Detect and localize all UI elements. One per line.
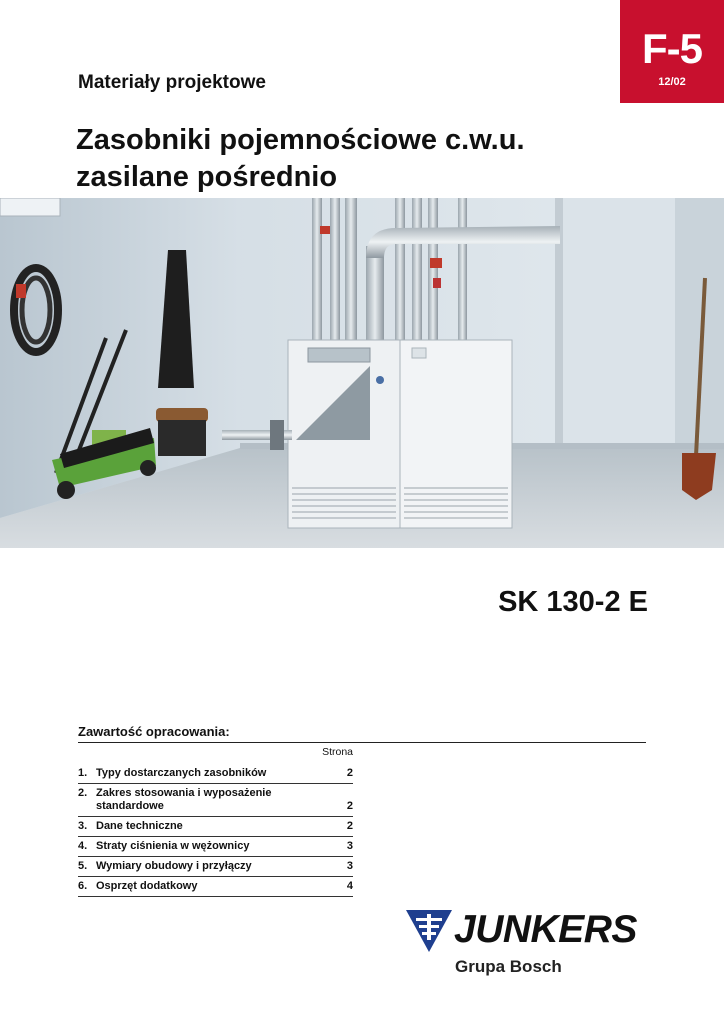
toc-item-page: 2 [346, 820, 353, 832]
toc-item-number: 2. [78, 787, 88, 799]
toc-item [78, 837, 353, 857]
toc-list [78, 764, 353, 897]
title-line-2: zasilane pośrednio [76, 161, 338, 193]
toc-item-page: 2 [346, 767, 353, 779]
toc-item-page: 3 [346, 860, 353, 872]
document-code: F-5 [642, 25, 702, 72]
toc-column-label: Strona [322, 746, 353, 758]
toc-item-page: 2 [346, 800, 353, 812]
page-title [76, 122, 525, 196]
toc-item-number: 3. [78, 820, 88, 832]
toc-item [78, 817, 353, 837]
toc-item [78, 877, 353, 897]
toc-item-page: 3 [346, 840, 353, 852]
model-name: SK 130-2 E [498, 586, 648, 618]
toc-item-number: 1. [78, 767, 88, 779]
toc-item-title: Typy dostarczanych zasobników [96, 767, 267, 779]
junkers-logo [406, 908, 651, 980]
toc-item-title: Straty ciśnienia w wężownicy [96, 840, 250, 852]
table-of-contents [78, 724, 646, 897]
product-photo [0, 198, 724, 548]
toc-item [78, 764, 353, 784]
title-line-1: Zasobniki pojemnościowe c.w.u. [76, 124, 525, 156]
brand-name: JUNKERS [454, 908, 637, 951]
toc-item-number: 6. [78, 880, 88, 892]
toc-item [78, 857, 353, 877]
toc-heading: Zawartość opracowania: [78, 724, 646, 743]
junkers-shield-icon [406, 910, 452, 952]
toc-item-title: Dane techniczne [96, 820, 183, 832]
document-code-tag [620, 0, 724, 103]
document-category: Materiały projektowe [78, 72, 266, 93]
toc-item [78, 784, 353, 817]
toc-item-title: Osprzęt dodatkowy [96, 880, 198, 892]
toc-item-number: 5. [78, 860, 88, 872]
document-date: 12/02 [658, 76, 686, 88]
toc-item-title: Zakres stosowania i wyposażenie standardowe [96, 787, 272, 812]
toc-item-number: 4. [78, 840, 88, 852]
brand-group: Grupa Bosch [455, 957, 562, 976]
toc-item-page: 4 [346, 880, 353, 892]
toc-item-title: Wymiary obudowy i przyłączy [96, 860, 252, 872]
